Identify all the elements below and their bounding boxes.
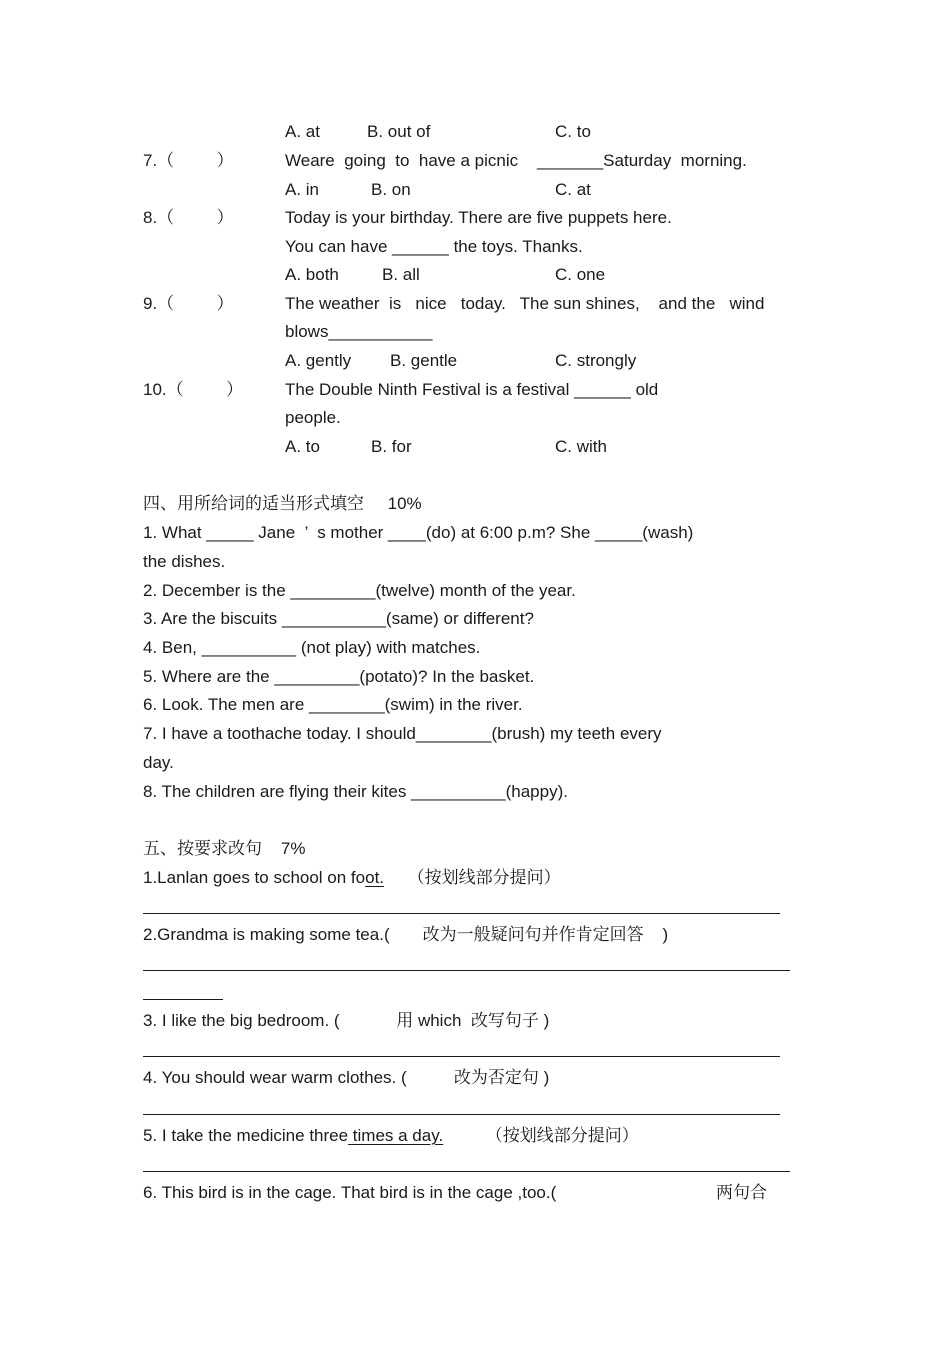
q10-text-line-2: people.	[285, 408, 341, 427]
section4-item-4: 4. Ben, __________ (not play) with matches.	[143, 638, 481, 657]
q7-text: Weare going to have a picnic _______Saturday morning.	[285, 151, 747, 170]
q10-text-line-1: The Double Ninth Festival is a festival ______ old	[285, 380, 659, 399]
section5-q5-instruction: （按划线部分提问）	[443, 1126, 639, 1145]
section5-q5	[143, 1126, 639, 1146]
q7-option-b: B. on	[371, 180, 411, 199]
q7-option-a: A. in	[285, 180, 320, 199]
section5-q5-text: 5. I take the medicine three	[143, 1126, 349, 1145]
section5-q6-instruction: 两句合	[716, 1183, 767, 1202]
section5-q5-underlined: times a day.	[348, 1126, 444, 1145]
q8-number: 8.（ ）	[143, 208, 234, 227]
q8-option-b: B. all	[382, 265, 420, 284]
q6-option-b: B. out of	[367, 122, 431, 141]
answer-line-2	[143, 970, 790, 971]
q7-number: 7.（ ）	[143, 151, 234, 170]
q6-option-a: A. at	[285, 122, 320, 141]
answer-line-3	[143, 1056, 780, 1057]
q9-option-c: C. strongly	[555, 351, 637, 370]
section4-item-1: 1. What _____ Jane ’ s mother ____(do) at 6:00 p.m? She _____(wash)	[143, 523, 694, 542]
section4-item-6: 6. Look. The men are ________(swim) in the river.	[143, 695, 523, 714]
section5-q4: 4. You should wear warm clothes. ( 改为否定句 )	[143, 1068, 550, 1087]
answer-line-4	[143, 1114, 780, 1115]
section5-q6: 6. This bird is in the cage. That bird is in the cage ,too.(	[143, 1183, 557, 1202]
q8-text-line-1: Today is your birthday. There are five puppets here.	[285, 208, 672, 227]
q10-option-c: C. with	[555, 437, 607, 456]
section5-q3: 3. I like the big bedroom. ( 用 which 改写句子 )	[143, 1011, 550, 1030]
q10-option-b: B. for	[371, 437, 412, 456]
q9-number: 9.（ ）	[143, 294, 234, 313]
section4-item-7: 7. I have a toothache today. I should________(brush) my teeth every	[143, 724, 662, 743]
section5-q1-underlined: ot.	[365, 868, 385, 887]
answer-line-1	[143, 913, 780, 914]
q9-option-b: B. gentle	[390, 351, 458, 370]
section5-q1	[143, 868, 561, 888]
q6-option-c: C. to	[555, 122, 591, 141]
section4-item-2: 2. December is the _________(twelve) month of the year.	[143, 581, 576, 600]
q10-number: 10.（ ）	[143, 380, 244, 399]
section5-heading: 五、按要求改句 7%	[143, 839, 306, 858]
section4-item-7-cont: day.	[143, 753, 174, 772]
answer-line-5	[143, 1171, 790, 1172]
section5-q2: 2.Grandma is making some tea.( 改为一般疑问句并作肯定回答 )	[143, 925, 669, 944]
q9-option-a: A. gently	[285, 351, 352, 370]
section4-item-8: 8. The children are flying their kites __________(happy).	[143, 782, 568, 801]
section4-item-3: 3. Are the biscuits ___________(same) or different?	[143, 609, 534, 628]
q10-option-a: A. to	[285, 437, 320, 456]
q9-text-line-1: The weather is nice today. The sun shines, and the wind	[285, 294, 765, 313]
q7-option-c: C. at	[555, 180, 591, 199]
q8-text-line-2: You can have ______ the toys. Thanks.	[285, 237, 583, 256]
section4-heading: 四、用所给词的适当形式填空 10%	[143, 494, 422, 513]
q8-option-c: C. one	[555, 265, 606, 284]
answer-line-2-cont	[143, 999, 223, 1000]
q8-option-a: A. both	[285, 265, 339, 284]
section5-q1-instruction: （按划线部分提问）	[384, 868, 561, 887]
section4-item-1-cont: the dishes.	[143, 552, 226, 571]
q9-text-line-2: blows___________	[285, 322, 433, 341]
section5-q1-text: 1.Lanlan goes to school on fo	[143, 868, 366, 887]
section4-item-5: 5. Where are the _________(potato)? In the basket.	[143, 667, 535, 686]
